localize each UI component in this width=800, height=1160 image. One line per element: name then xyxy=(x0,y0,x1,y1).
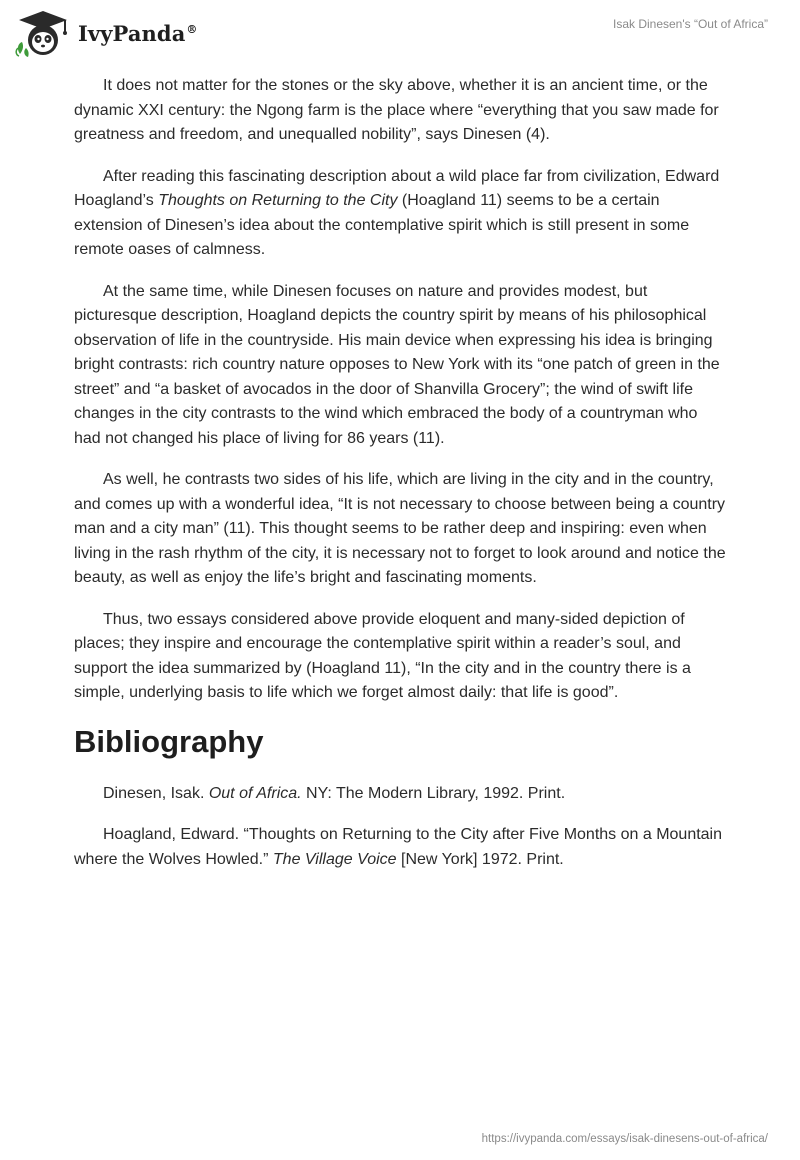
paragraph: After reading this fascinating description about a wild place far from civilization, Edward Hoagland’s Thoughts on Returning to the City (Hoagland 11) seems to be a certain extension of Dinesen’s idea about the contemplative spirit which is still present in some remote oases of calmness. xyxy=(74,167,720,258)
paragraph: As well, he contrasts two sides of his life, which are living in the city and in the country, and comes up with a wonderful idea, “It is not necessary to choose between being a country man and a city man” (11). This thought seems to be rather deep and inspiring: even when living in the rash rhythm of the city, it is necessary not to forget to look around and notice the beauty, as well as enjoy the life’s bright and fascinating moments. xyxy=(74,471,726,586)
brand-name: IvyPanda® xyxy=(78,20,198,46)
essay-body xyxy=(74,74,726,889)
page-header xyxy=(0,0,800,70)
bibliography-entry: Dinesen, Isak. Out of Africa. NY: The Modern Library, 1992. Print. xyxy=(103,784,566,802)
ivypanda-logo[interactable] xyxy=(14,8,198,58)
paragraph: It does not matter for the stones or the sky above, whether it is an ancient time, or the dynamic XXI century: the Ngong farm is the place where “everything that you saw made for greatness and freedom, and unequalled nobility”, says Dinesen (4). xyxy=(74,77,719,143)
document-title: Isak Dinesen's “Out of Africa” xyxy=(612,17,768,31)
paragraph: Thus, two essays considered above provide eloquent and many-sided depiction of places; they inspire and encourage the contemplative spirit within a reader’s soul, and support the idea summarized by (Hoagland 11), “In the city and in the country there is a simple, underlying basis to life which we forget almost daily: that life is good”. xyxy=(74,610,691,701)
bibliography-heading: Bibliography xyxy=(74,723,264,759)
source-url-link[interactable]: https://ivypanda.com/essays/isak-dinesens-out-of-africa/ xyxy=(481,1133,768,1145)
panda-graduation-icon xyxy=(14,8,72,58)
bibliography-entry: Hoagland, Edward. “Thoughts on Returning to the City after Five Months on a Mountain where the Wolves Howled.” The Village Voice [New York] 1972. Print. xyxy=(74,826,723,868)
paragraph: At the same time, while Dinesen focuses on nature and provides modest, but picturesque description, Hoagland depicts the country spirit by means of his philosophical observation of life in the countryside. His main device when expressing his idea is bringing bright contrasts: rich country nature opposes to New York with its “one patch of green in the street” and “a basket of avocados in the door of Shanvilla Grocery”; the wind of swift life changes in the city contrasts to the wind which embraced the body of a countryman who had not changed his place of living for 86 years (11). xyxy=(74,282,720,447)
